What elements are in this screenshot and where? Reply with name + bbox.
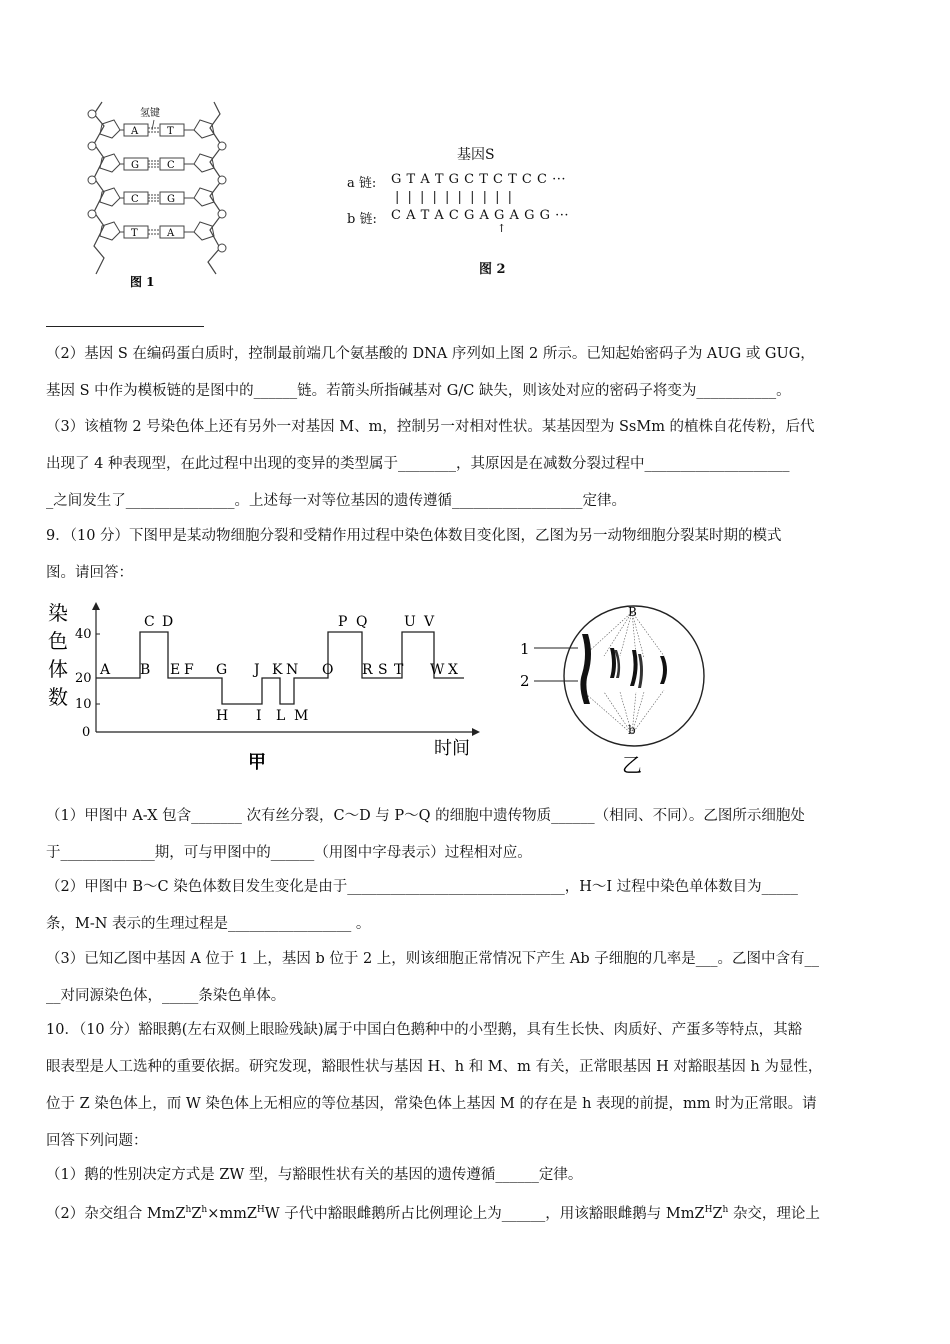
figure-2-gene-s [345, 140, 605, 280]
ylabel-char-1: 染 [48, 601, 68, 625]
svg-text:F: F [184, 662, 194, 678]
base-pair-2 [120, 158, 194, 171]
svg-text:S: S [378, 662, 388, 678]
figure-2-caption: 图 2 [479, 262, 506, 277]
ylabel-char-3: 体 [48, 657, 68, 681]
svg-text:O: O [322, 662, 334, 678]
svg-text:G: G [131, 160, 139, 171]
cell-diagram [514, 594, 714, 780]
svg-text:X: X [448, 662, 458, 678]
base-pair-bars: | | | | | | | | | | [395, 190, 514, 205]
svg-text:G: G [167, 194, 175, 205]
svg-text:T: T [167, 126, 174, 137]
hydrogen-bond-label: 氢键 [140, 108, 160, 119]
svg-text:Q: Q [356, 614, 368, 630]
svg-text:N: N [286, 662, 299, 678]
q9-head-line1: 9．（10 分）下图甲是某动物细胞分裂和受精作用过程中染色体数目变化图，乙图为另一动物细胞分裂某时期的模式 [46, 528, 782, 544]
pole-top-label: B [628, 605, 637, 619]
ytick-10: 10 [75, 697, 92, 712]
q9-head-line2: 图。请回答： [46, 565, 133, 581]
svg-text:T: T [131, 228, 138, 239]
phosphate-6 [218, 176, 226, 184]
chromosome-4 [660, 656, 667, 684]
answer-line [46, 326, 204, 327]
x-axis-arrow [472, 728, 480, 736]
q9-p3-line1: （3）已知乙图中基因 A 位于 1 上，基因 b 位于 2 上，则该细胞正常情况下产生 Ab 子细胞的几率是___。乙图中含有__ [46, 951, 820, 967]
phosphate-1 [88, 110, 96, 118]
figure-2-title: 基因S [457, 147, 495, 163]
svg-text:H: H [216, 708, 229, 724]
q9-p3-line2: __对同源染色体，_____条染色单体。 [46, 988, 286, 1004]
svg-text:V: V [424, 614, 435, 630]
pole-bottom-label: b [628, 723, 636, 737]
strand-a-label: a 链: [347, 176, 377, 191]
svg-text:C: C [131, 194, 139, 205]
arrow-up-icon: ↑ [497, 222, 507, 235]
svg-text:D: D [162, 614, 174, 630]
q10-p2: （2）杂交组合 $MmZ^hZ^h\times mmZ^HW$ 子代中豁眼雌鹅所占比例理论上为______，用该豁眼雌鹅与 $MmZ^HZ^h$ 杂交，理论上 [46, 1205, 820, 1222]
svg-text:I: I [256, 708, 262, 724]
q10-head-line4: 回答下列问题： [46, 1133, 148, 1149]
strand-b-sequence: C A T A C G A G A G G ··· [391, 208, 570, 223]
q10-head-line2: 眼表型是人工选种的重要依据。研究发现，豁眼性状与基因 H、h 和 M、m 有关，正常眼基因 H 对豁眼基因 h 为显性， [46, 1059, 823, 1075]
ylabel-char-2: 色 [48, 629, 68, 653]
base-pair-3 [120, 192, 194, 205]
q8-p2-line2: 基因 S 中作为模板链的是图中的______链。若箭头所指碱基对 G/C 缺失，则该处对应的密码子将变为___________。 [46, 383, 791, 399]
svg-text:B: B [140, 662, 151, 678]
graph-chromosome-number [44, 596, 484, 778]
q8-p2-line1: （2）基因 S 在编码蛋白质时，控制最前端几个氨基酸的 DNA 序列如上图 2 所示。已知起始密码子为 AUG 或 GUG， [46, 346, 815, 362]
phosphate-7 [218, 210, 226, 218]
svg-text:E: E [170, 662, 181, 678]
figure-1-dna-schematic [80, 96, 240, 296]
figure-1-caption: 图 1 [130, 275, 155, 289]
chromosome-1 [580, 634, 591, 704]
q9-p2-line2: 条，M-N 表示的生理过程是_________________ 。 [46, 916, 371, 932]
cell-label-1: 1 [520, 640, 530, 658]
y-axis-arrow [92, 602, 100, 610]
svg-text:P: P [338, 614, 348, 630]
spindle-fibers [586, 612, 664, 734]
svg-text:G: G [216, 662, 228, 678]
graph-caption: 甲 [248, 752, 266, 773]
q9-p1-line2: 于_____________期，可与甲图中的______（用图中字母表示）过程相对应。 [46, 845, 532, 861]
phosphate-5 [218, 142, 226, 150]
phosphate-2 [88, 142, 96, 150]
q8-p3-line2: 出现了 4 种表现型，在此过程中出现的变异的类型属于________，其原因是在减数分裂过程中____________________ [46, 456, 790, 472]
cell-label-2: 2 [520, 672, 530, 690]
svg-text:J: J [254, 662, 260, 678]
q8-p3-line1: （3）该植物 2 号染色体上还有另外一对基因 M、m，控制另一对相对性状。某基因型为 SsMm 的植株自花传粉，后代 [46, 419, 815, 435]
xlabel: 时间 [434, 738, 470, 759]
base-pair-1 [120, 124, 194, 137]
left-backbone [94, 102, 104, 274]
strand-b-label: b 链: [347, 212, 377, 227]
svg-text:U: U [404, 614, 416, 630]
chromosome-2 [610, 648, 620, 678]
ytick-0: 0 [82, 725, 91, 740]
chromosome-3 [630, 650, 643, 688]
q9-p1-line1: （1）甲图中 A-X 包含_______ 次有丝分裂，C～D 与 P～Q 的细胞中遗传物质______（相同、不同）。乙图所示细胞处 [46, 808, 805, 824]
svg-text:W: W [430, 662, 445, 678]
svg-text:C: C [167, 160, 175, 171]
ytick-40: 40 [75, 627, 92, 642]
q10-head-line1: 10．（10 分）豁眼鹅(左右双侧上眼睑残缺)属于中国白色鹅种中的小型鹅，具有生长快、肉质好、产蛋多等特点，其豁 [46, 1022, 803, 1038]
svg-text:M: M [294, 708, 309, 724]
svg-text:T: T [394, 662, 404, 678]
cell-caption: 乙 [622, 753, 642, 777]
svg-text:A: A [167, 228, 175, 239]
base-pair-4 [120, 226, 194, 239]
q8-p3-line3: _之间发生了_______________。上述每一对等位基因的遗传遵循__________________定律。 [46, 493, 626, 509]
q9-p2-line1: （2）甲图中 B～C 染色体数目发生变化是由于______________________________，H～I 过程中染色单体数目为_____ [46, 879, 798, 895]
svg-text:R: R [362, 662, 373, 678]
q10-head-line3: 位于 Z 染色体上，而 W 染色体上无相应的等位基因，常染色体上基因 M 的存在是 h 表现的前提，mm 时为正常眼。请 [46, 1096, 817, 1112]
phosphate-8 [218, 244, 226, 252]
svg-text:A: A [100, 662, 111, 678]
svg-text:L: L [276, 708, 286, 724]
phosphate-4 [88, 210, 96, 218]
ylabel-char-4: 数 [48, 685, 68, 709]
q10-p1: （1）鹅的性别决定方式是 ZW 型，与豁眼性状有关的基因的遗传遵循______定律。 [46, 1167, 583, 1183]
ytick-20: 20 [75, 671, 92, 686]
svg-text:A: A [131, 126, 139, 137]
svg-text:C: C [144, 614, 155, 630]
phosphate-3 [88, 176, 96, 184]
svg-text:K: K [272, 662, 283, 678]
strand-a-sequence: G T A T G C T C T C C ··· [391, 172, 566, 187]
